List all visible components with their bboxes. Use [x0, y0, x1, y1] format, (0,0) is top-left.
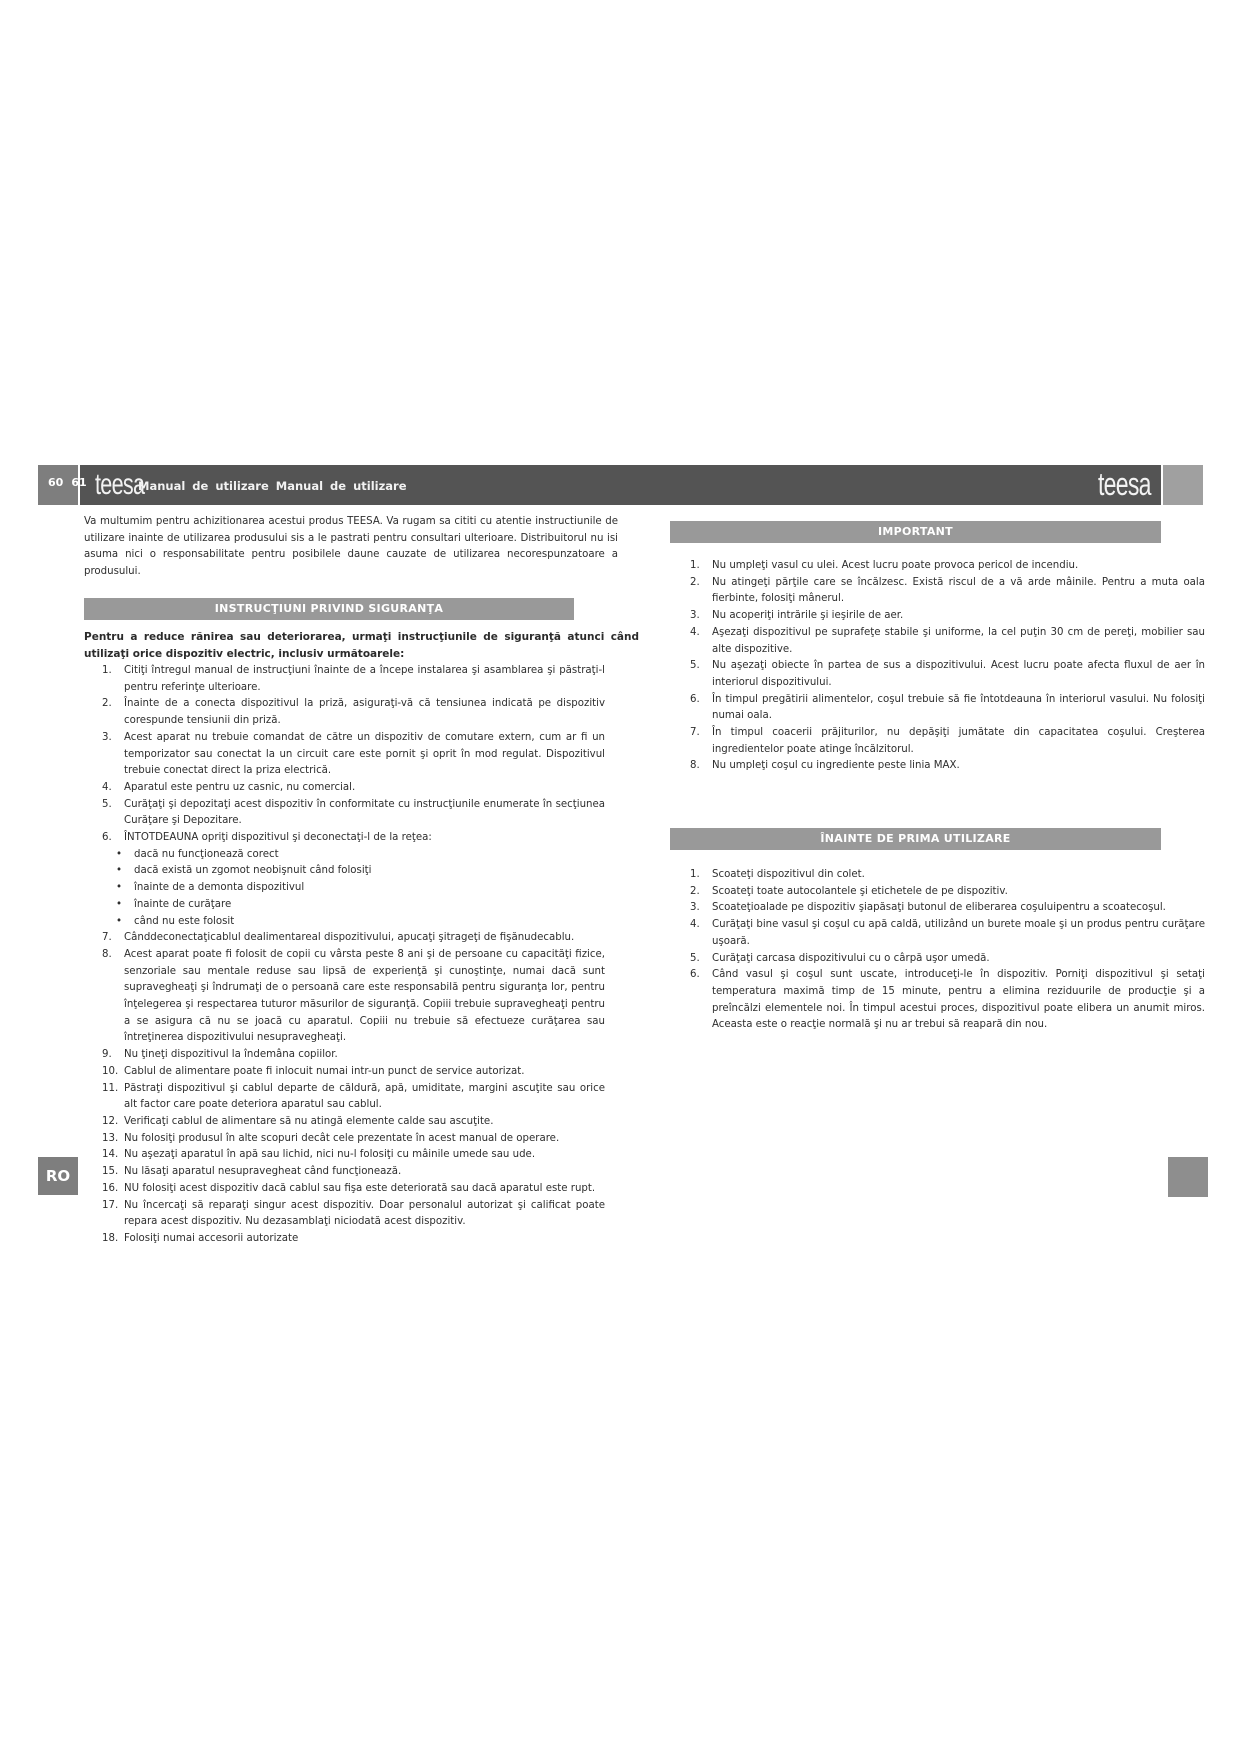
list-item-text: Folosiţi numai accesorii autorizate — [124, 1232, 299, 1244]
list-item-number: 6. — [102, 832, 112, 844]
list-item — [690, 575, 1205, 608]
list-item — [102, 1081, 605, 1114]
list-item-text: Când vasul şi coşul sunt uscate, introduceţi-le în dispozitiv. Porniţi dispozitivul şi setaţi temperatura maximă timp de 15 minute, pentru a elimina reziduurile de producţie şi a preîncălzi elementele noi. În timpul acestui proces, dispozitivul poate elibera un anumit miros. Aceasta este o reacţie normală şi nu ar trebui să reapară din nou. — [712, 969, 1205, 1031]
list-item-number: 18. — [102, 1232, 119, 1244]
important-heading: IMPORTANT — [670, 521, 1161, 543]
list-item-text: Acest aparat poate fi folosit de copii cu vârsta peste 8 ani şi de persoane cu capacităţi fizice, senzoriale sau mentale reduse sau lipsă de experienţă şi cunoştinţe, numai dacă sunt supravegheaţi şi îndrumaţi de o persoană care este responsabilă pentru siguranţa lor, pentru înţelegerea şi respectarea tuturor măsurilor de siguranţă. Copiii trebuie supravegheaţi pentru a se asigura că nu se joacă cu aparatul. Copiii nu trebuie să efectueze curăţarea sau întreţinerea dispozitivului nesupravegheaţi. — [124, 948, 605, 1044]
list-item-text: Citiţi întregul manual de instrucţiuni înainte de a începe instalarea şi asamblarea şi păstraţi-l pentru referinţe ulterioare. — [124, 665, 605, 693]
list-item-number: 2. — [690, 885, 700, 897]
list-item-text: Aşezaţi dispozitivul pe suprafeţe stabile şi uniforme, la cel puţin 30 cm de pereţi, mobilier sau alte dispozitive. — [712, 626, 1205, 655]
list-item — [102, 1164, 605, 1181]
list-item-text: când nu este folosit — [134, 915, 235, 927]
teesa-logo-right: teesa — [1098, 466, 1151, 502]
right-header-block — [1163, 465, 1203, 505]
list-item-text: Cânddeconectaţicablul dealimentareal dispozitivului, apucaţi şitrageţi de fişănudecablu. — [124, 932, 575, 944]
list-item — [690, 725, 1205, 758]
list-item-text: Curăţaţi bine vasul şi coşul cu apă caldă, utilizând un burete moale şi un produs pentru curăţare uşoară. — [712, 919, 1205, 947]
list-item-number: 8. — [690, 760, 700, 772]
list-item-number: 10. — [102, 1065, 119, 1077]
header-title: Manual de utilizare Manual de utilizare — [138, 479, 407, 493]
list-item-text: Verificaţi cablul de alimentare să nu atingă elemente calde sau ascuţite. — [124, 1115, 494, 1127]
important-list — [690, 558, 1205, 775]
list-item-number: 15. — [102, 1166, 119, 1178]
list-item-text: Nu umpleţi coşul cu ingrediente peste linia MAX. — [712, 760, 960, 772]
list-item-number: 3. — [690, 610, 700, 622]
list-item-text: Nu ţineţi dispozitivul la îndemâna copiilor. — [124, 1049, 338, 1061]
list-item-text: dacă nu funcţionează corect — [134, 848, 279, 860]
list-item-text: înainte de curăţare — [134, 898, 232, 910]
list-item-text: Curăţaţi şi depozitaţi acest dispozitiv în conformitate cu instrucţiunile enumerate în secţiunea Curăţare şi Depozitare. — [124, 798, 605, 827]
first-use-list — [690, 867, 1205, 1034]
list-item-number: 7. — [102, 932, 112, 944]
language-tab: RO — [38, 1157, 78, 1195]
list-item-number: 1. — [690, 869, 700, 880]
list-item — [690, 658, 1205, 691]
list-item-text: Scoateţi dispozitivul din colet. — [712, 869, 865, 880]
list-item-text: NU folosiţi acest dispozitiv dacă cablul sau fişa este deteriorată sau dacă aparatul este rupt. — [124, 1182, 596, 1194]
list-item — [102, 930, 605, 947]
list-item-number: 11. — [102, 1082, 119, 1094]
list-item-number: 16. — [102, 1182, 119, 1194]
list-item — [102, 947, 605, 1047]
list-item — [690, 900, 1205, 917]
page-number-right: 61 — [71, 476, 87, 489]
list-item-number: 6. — [690, 693, 700, 705]
teesa-logo-left: teesa — [95, 468, 145, 501]
list-item-number: 1. — [102, 665, 112, 676]
list-item — [102, 863, 605, 880]
list-item — [690, 625, 1205, 658]
list-item — [102, 1181, 605, 1198]
list-item — [102, 1147, 605, 1164]
list-item — [690, 917, 1205, 950]
list-item — [690, 867, 1205, 884]
list-item-text: Înainte de a conecta dispozitivul la priză, asiguraţi-vă că tensiunea indicată pe dispozitiv corespunde tensiunii din priză. — [124, 698, 605, 727]
list-item-number: • — [116, 865, 123, 877]
list-item-text: Acest aparat nu trebuie comandat de către un dispozitiv de comutare extern, cum ar fi un temporizator sau conectat la un circuit care este pornit şi oprit în mod regulat. Dispozitivul trebuie conectat direct la priza electrică. — [124, 731, 605, 777]
list-item-number: 8. — [102, 948, 112, 960]
right-side-tab — [1168, 1157, 1208, 1197]
list-item-text: Nu aşezaţi aparatul în apă sau lichid, nici nu-l folosiţi cu mâinile umede sau ude. — [124, 1149, 536, 1161]
list-item-text: Cablul de alimentare poate fi inlocuit numai intr-un punct de service autorizat. — [124, 1065, 525, 1077]
list-item — [102, 1114, 605, 1131]
safety-list — [102, 663, 605, 1248]
list-item-text: Scoateţi toate autocolantele şi etichetele de pe dispozitiv. — [712, 885, 1008, 897]
list-item — [690, 951, 1205, 968]
list-item — [102, 1047, 605, 1064]
list-item-number: 5. — [690, 660, 700, 672]
list-item-text: În timpul coacerii prăjiturilor, nu depăşiţi jumătate din capacitatea coşului. Creşterea ingredientelor poate atinge încălzitorul. — [712, 727, 1205, 755]
list-item-text: Nu încercaţi să reparaţi singur acest dispozitiv. Doar personalul autorizat şi calificat poate repara acest dispozitiv. Nu dezasamblaţi niciodată acest dispozitiv. — [124, 1199, 605, 1228]
list-item-text: Nu folosiţi produsul în alte scopuri decât cele prezentate în acest manual de operare. — [124, 1132, 560, 1144]
list-item — [690, 967, 1205, 1034]
list-item — [102, 1064, 605, 1081]
list-item-number: • — [116, 915, 123, 927]
list-item-text: dacă există un zgomot neobişnuit când folosiţi — [134, 865, 372, 877]
list-item-number: 1. — [690, 560, 700, 571]
list-item-number: 3. — [690, 902, 700, 914]
list-item — [102, 797, 605, 830]
list-item-text: înainte de a demonta dispozitivul — [134, 882, 305, 894]
list-item-number: 4. — [690, 626, 700, 638]
list-item-text: Curăţaţi carcasa dispozitivului cu o cârpă uşor umedă. — [712, 952, 990, 964]
safety-warning: Pentru a reduce rănirea sau deteriorarea, urmaţi instrucţiunile de siguranţă atunci când utilizaţi orice dispozitiv electric, inclusiv următoarele: — [84, 631, 639, 660]
list-item-number: • — [116, 898, 123, 910]
list-item-number: • — [116, 882, 123, 894]
list-item-text: Scoateţioalade pe dispozitiv şiapăsaţi butonul de eliberarea coşuluipentru a scoatecoşul. — [712, 902, 1166, 914]
list-item-text: Nu aşezaţi obiecte în partea de sus a dispozitivului. Acest lucru poate afecta fluxul de aer în interiorul dispozitivului. — [712, 660, 1205, 688]
list-item-text: Aparatul este pentru uz casnic, nu comercial. — [124, 781, 356, 793]
list-item-number: 4. — [690, 919, 700, 931]
list-item-number: 2. — [690, 576, 700, 588]
list-item-number: 4. — [102, 781, 112, 793]
list-item-text: Nu umpleţi vasul cu ulei. Acest lucru poate provoca pericol de incendiu. — [712, 560, 1079, 571]
list-item-text: Nu acoperiţi intrările şi ieşirile de aer. — [712, 610, 904, 622]
list-item — [102, 780, 605, 797]
list-item — [102, 847, 605, 864]
list-item-text: Nu atingeţi părţile care se încălzesc. Există riscul de a vă arde mâinile. Pentru a muta oala fierbinte, folosiţi mânerul. — [712, 576, 1205, 605]
first-use-heading: ÎNAINTE DE PRIMA UTILIZARE — [670, 828, 1161, 850]
list-item — [690, 758, 1205, 775]
list-item — [102, 1231, 605, 1248]
list-item-number: 5. — [690, 952, 700, 964]
list-item — [102, 1131, 605, 1148]
page-number-left: 60 — [48, 476, 64, 489]
list-item-text: În timpul pregătirii alimentelor, coşul trebuie să fie întotdeauna în interiorul vasului. Nu folosiţi numai oala. — [712, 693, 1205, 722]
list-item-number: 6. — [690, 969, 700, 981]
list-item-number: 9. — [102, 1049, 112, 1061]
list-item — [102, 914, 605, 931]
list-item — [690, 884, 1205, 901]
list-item-number: • — [116, 848, 123, 860]
list-item — [102, 730, 605, 780]
list-item-number: 5. — [102, 798, 112, 810]
list-item-number: 12. — [102, 1115, 119, 1127]
list-item-text: ÎNTOTDEAUNA opriţi dispozitivul şi deconectaţi-l de la reţea: — [124, 832, 432, 844]
list-item-number: 7. — [690, 727, 700, 739]
list-item-number: 17. — [102, 1199, 119, 1211]
list-item — [690, 608, 1205, 625]
page-numbers — [48, 476, 95, 489]
list-item-number: 3. — [102, 731, 112, 743]
list-item — [690, 692, 1205, 725]
list-item — [102, 897, 605, 914]
list-item — [102, 1198, 605, 1231]
list-item-text: Păstraţi dispozitivul şi cablul departe de căldură, apă, umiditate, margini ascuţite sau orice alt factor care poate deteriora aparatul sau cablul. — [124, 1082, 605, 1111]
list-item-number: 13. — [102, 1132, 119, 1144]
list-item — [102, 663, 605, 696]
list-item — [690, 558, 1205, 575]
list-item — [102, 830, 605, 847]
safety-heading: INSTRUCŢIUNI PRIVIND SIGURANŢA — [84, 598, 574, 620]
intro-paragraph: Va multumim pentru achizitionarea acestui produs TEESA. Va rugam sa cititi cu atentie instructiunile de utilizare inainte de utilizarea produsului sis a le pastrati pentru consultari ulterioare. Distribuitorul nu isi asuma nici o responsabilitate pentru posibilele daune cauzate de utilizarea necorespunzatoare a produsului. — [84, 516, 618, 578]
list-item-number: 2. — [102, 698, 112, 710]
list-item-text: Nu lăsaţi aparatul nesupravegheat când funcţionează. — [124, 1166, 402, 1178]
list-item-number: 14. — [102, 1149, 119, 1161]
list-item — [102, 696, 605, 729]
list-item — [102, 880, 605, 897]
